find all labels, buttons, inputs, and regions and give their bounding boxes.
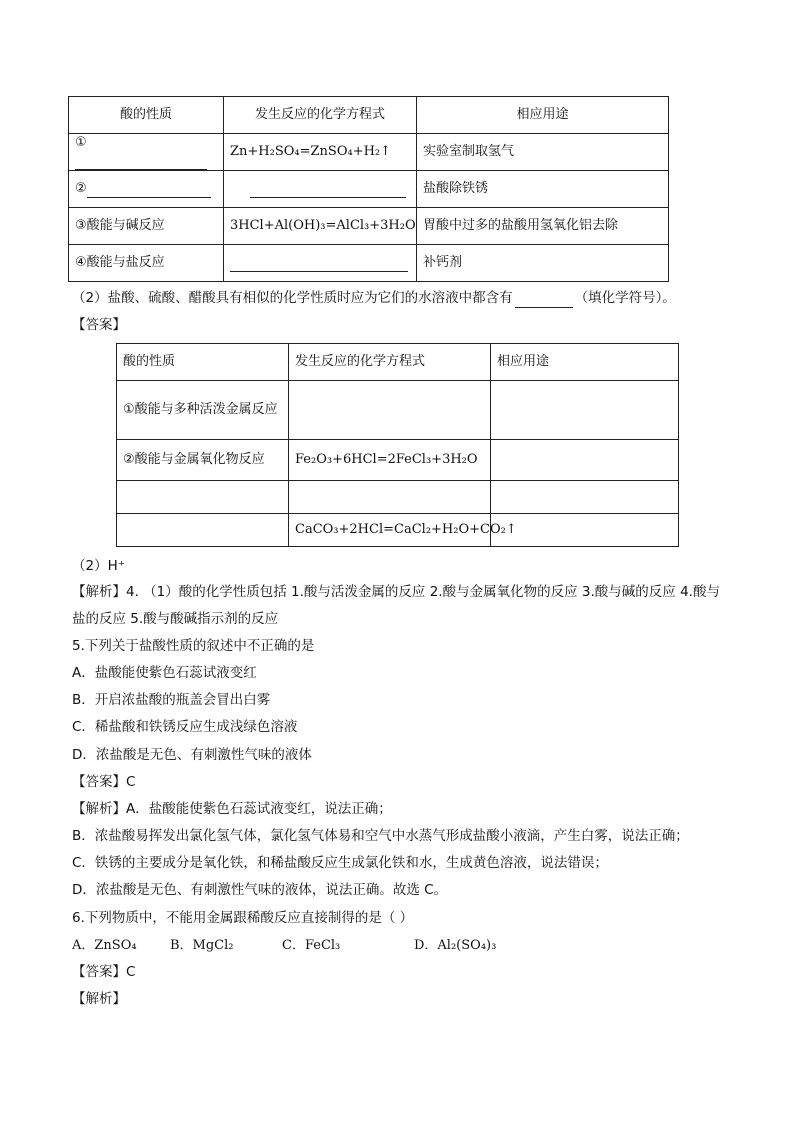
equation-cell: Zn+H₂SO₄=ZnSO₄+H₂↑ (224, 134, 417, 171)
table-row (117, 481, 679, 514)
question-2-suffix: （填化学符号）。 (574, 290, 676, 306)
property-cell: ③酸能与碱反应 (69, 208, 224, 245)
header-cell: 酸的性质 (69, 97, 224, 134)
header-cell: 酸的性质 (117, 344, 289, 381)
table-row (69, 171, 669, 208)
question-5-explanation-1: 【解析】A．盐酸能使紫色石蕊试液变红，说法正确； (72, 801, 392, 817)
property-text: ① (75, 135, 87, 150)
use-cell: 盐酸除铁锈 (417, 171, 669, 208)
question-5-answer: 【答案】C (72, 774, 136, 790)
property-cell: ②酸能与金属氧化物反应 (117, 440, 289, 481)
question-5-explanation-4: D．浓盐酸是无色、有刺激性气味的液体，说法正确。故选 C。 (72, 882, 448, 898)
use-cell (491, 514, 679, 547)
analysis-4-line-1: 【解析】4. （1）酸的化学性质包括 1.酸与活泼金属的反应 2.酸与金属氧化物的反应 3.酸与碱的反应 4.酸与 (72, 584, 720, 600)
question-6-option-b: B．MgCl₂ (170, 938, 234, 953)
question-5-explanation-2: B．浓盐酸易挥发出氯化氢气体，氯化氢气体易和空气中水蒸气形成盐酸小液滴，产生白雾，说法正确； (72, 828, 689, 844)
use-cell (491, 381, 679, 440)
table-row (117, 381, 679, 440)
property-cell: ④酸能与盐反应 (69, 245, 224, 282)
question-2-text: （2）盐酸、硫酸、醋酸具有相似的化学性质时应为它们的水溶液中都含有 (72, 290, 513, 306)
properties-table (68, 96, 669, 282)
question-2-line (72, 288, 676, 308)
answer-table (116, 343, 679, 547)
question-6-answer: 【答案】C (72, 964, 136, 980)
question-6-option-d: D．Al₂(SO₄)₃ (414, 938, 497, 953)
header-cell: 相应用途 (491, 344, 679, 381)
question-6-stem: 6.下列物质中，不能用金属跟稀酸反应直接制得的是（ ） (72, 910, 414, 926)
answer-blank[interactable] (230, 257, 408, 272)
question-5-stem: 5.下列关于盐酸性质的叙述中不正确的是 (72, 638, 315, 654)
use-cell (491, 481, 679, 514)
answer-blank[interactable] (87, 183, 211, 198)
equation-cell (289, 481, 491, 514)
question-5-option-b: B．开启浓盐酸的瓶盖会冒出白雾 (72, 692, 271, 708)
equation-cell: Fe₂O₃+6HCl=2FeCl₃+3H₂O (289, 440, 491, 481)
property-cell (117, 481, 289, 514)
question-5-option-c: C．稀盐酸和铁锈反应生成浅绿色溶液 (72, 719, 298, 735)
use-cell: 实验室制取氢气 (417, 134, 669, 171)
equation-cell (224, 171, 417, 208)
question-6-options (72, 935, 496, 956)
property-text: ② (75, 181, 87, 197)
answer-2: （2）H⁺ (72, 558, 125, 574)
property-cell: ①酸能与多种活泼金属反应 (117, 381, 289, 440)
header-cell: 相应用途 (417, 97, 669, 134)
question-6-option-c: C．FeCl₃ (282, 938, 341, 953)
equation-cell: CaCO₃+2HCl=CaCl₂+H₂O+CO₂↑ (289, 514, 491, 547)
equation-cell (224, 245, 417, 282)
question-6-option-a: A．ZnSO₄ (72, 938, 137, 953)
use-cell (491, 440, 679, 481)
table-row (69, 134, 669, 171)
table-header-row (117, 344, 679, 381)
table-row (117, 440, 679, 481)
answer-label: 【答案】 (72, 317, 126, 333)
answer-blank[interactable] (515, 293, 573, 308)
property-cell (69, 171, 224, 208)
use-cell: 补钙剂 (417, 245, 669, 282)
question-5-option-d: D．浓盐酸是无色、有刺激性气味的液体 (72, 747, 312, 763)
question-6-analysis: 【解析】 (72, 991, 126, 1007)
use-cell: 胃酸中过多的盐酸用氢氧化铝去除 (417, 208, 669, 245)
equation-cell: 3HCl+Al(OH)₃=AlCl₃+3H₂O (224, 208, 417, 245)
header-cell: 发生反应的化学方程式 (289, 344, 491, 381)
property-cell (117, 514, 289, 547)
table-row (69, 245, 669, 282)
equation-cell (289, 381, 491, 440)
table-header-row (69, 97, 669, 134)
table-row (69, 208, 669, 245)
property-cell (69, 134, 224, 171)
question-5-option-a: A．盐酸能使紫色石蕊试液变红 (72, 665, 257, 681)
answer-blank[interactable] (75, 155, 207, 170)
answer-blank[interactable] (250, 183, 406, 198)
header-cell: 发生反应的化学方程式 (224, 97, 417, 134)
analysis-4-line-2: 盐的反应 5.酸与酸碱指示剂的反应 (72, 611, 279, 627)
question-5-explanation-3: C．铁锈的主要成分是氧化铁，和稀盐酸反应生成氯化铁和水，生成黄色溶液，说法错误； (72, 855, 608, 871)
table-row (117, 514, 679, 547)
